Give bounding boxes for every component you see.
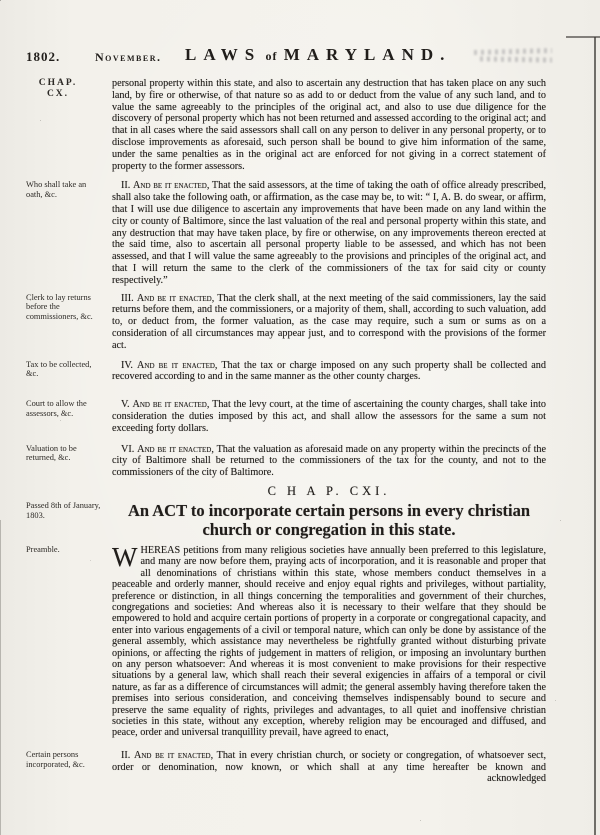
margin-note-passed: Passed 8th of January, 1803. — [26, 500, 101, 520]
preamble-row — [26, 541, 546, 739]
section-2 — [26, 180, 546, 286]
catchword: acknowledged — [487, 773, 546, 785]
section-number: V. — [121, 399, 130, 411]
section-incorporation — [26, 750, 546, 774]
act-title-row — [26, 501, 546, 539]
margin-note-valuation: Valuation to be returned, &c. — [26, 443, 77, 463]
page-edge-left — [0, 520, 1, 835]
dropcap-w: W — [112, 541, 138, 572]
statute-paragraph-6 — [112, 444, 546, 479]
chapter-heading: C H A P. CXI. — [267, 483, 391, 498]
enacting-phrase: And be it enacted, — [137, 443, 214, 455]
section-text: That in every christian church, or society or congregation, of whatsoever sect, order or denomination, now known, or which shall at any time hereafter be known and — [112, 749, 547, 773]
statute-paragraph-4 — [112, 360, 546, 384]
margin-note-clerk: Clerk to lay returns before the commissioners, &c. — [26, 292, 93, 322]
enacting-phrase: And be it enacted, — [136, 292, 215, 304]
statute-paragraph-incorporation — [112, 750, 546, 774]
section-5 — [26, 399, 546, 434]
section-number: III. — [121, 292, 134, 304]
section-text: That the tax or charge imposed on any such property shall be collected and recovered according to and in the same manner as the other county charges. — [112, 359, 546, 383]
page-edge-line — [594, 37, 596, 835]
enacting-phrase: And be it enacted, — [133, 749, 214, 761]
page-edge-corner — [566, 36, 600, 38]
section-text: That the levy court, at the time of ascertaining the county charges, shall take into consideration the duties imposed by this act, and shall allow the assessors for the same a sum not exceeding forty dollars. — [112, 399, 546, 434]
header-month: November. — [95, 50, 162, 64]
statute-paragraph-5 — [112, 399, 546, 434]
faded-ink-stamp — [474, 47, 552, 65]
section-text: That the valuation as aforesaid made on any property within the precincts of the city of Baltimore shall be returned to the commissioners of the tax for the county, and not to the commissioners of the city of Baltimore. — [112, 443, 547, 479]
chapter-heading-row — [26, 484, 546, 499]
preamble-lead: HEREAS — [140, 544, 181, 556]
margin-note-incorporated: Certain persons incorporated, &c. — [26, 749, 85, 769]
scan-speckle — [0, 0, 1, 1]
section-6 — [26, 444, 546, 479]
section-3 — [26, 293, 546, 352]
margin-note-oath: Who shall take an oath, &c. — [26, 180, 87, 200]
section-continuation — [26, 78, 546, 172]
section-number: II. — [121, 180, 131, 192]
section-text: That the said assessors, at the time of taking the oath of office already prescribed, shall also take the following oath, or affirmation, as the case may be, to wit: “ I, A. B. do swear, or affirm, that I will use due diligence to ascertain any improvements that have been made on any land within the city or county of Baltimore, since the last valuation of the real and personal property within this state, and any destruction that may have taken place, by fire or otherwise, on any improvements thereon erected at the said time, also to ascertain all personal property liable to be assessed, and which has not been assessed, and that I will value the same agreeably to the provisions and principles of the original act, and that I will return the same to the clerk of the commissioners of the tax for said city or county respectively.” — [112, 180, 546, 286]
statute-paragraph-2 — [112, 180, 546, 286]
header-title-of: of — [265, 49, 278, 63]
enacting-phrase: And be it enacted, — [137, 359, 218, 371]
header-year: 1802. — [26, 49, 61, 64]
margin-note-tax: Tax to be collected, &c. — [26, 359, 92, 379]
margin-note-preamble: Preamble. — [26, 544, 60, 554]
statute-paragraph-continuation: personal property within this state, and also to ascertain any destruction that has taken place on any such land, by fire or otherwise, of that nature so as add to or deduct from the value of any such land, and to value the same agreeably to the principles of the original act, and also to use due diligence for the discovery of personal property which has not been returned and assessed according to the original act; and that in all cases where the said assessors shall call on any person to deliver in any personal property, or to disclose improvements as aforesaid, such person shall be bound to give him information of the same, under the same penalties as in the original act are enforced for not giving in a correct statement of property to the former assessors. — [112, 78, 546, 172]
page-content — [26, 78, 546, 785]
statute-paragraph-3 — [112, 293, 546, 352]
act-title: An ACT to incorporate certain persons in every christian church or congregation in this state. — [127, 500, 531, 539]
enacting-phrase: And be it enacted, — [133, 180, 210, 192]
preamble-paragraph — [112, 541, 546, 739]
enacting-phrase: And be it enacted, — [132, 399, 210, 411]
section-number: IV. — [121, 359, 133, 371]
section-number: II. — [121, 749, 131, 761]
margin-note-chap-cx: CHAP. CX. — [38, 78, 78, 99]
section-4 — [26, 360, 546, 384]
section-number: VI. — [121, 443, 135, 455]
preamble-text: petitions from many religious societies have annually been preferred to this legislature, and many are now before them, praying acts of incorporation, and it is reasonable and proper that all denominations of christians within this state, whose members conduct themselves in a peaceable and orderly manner, should receive and enjoy equal rights and privileges, without partiality, preference or distinction, in all things concerning the temporalities and government of their churches, congregations and societies: And whereas also it is necessary to their welfare that they should be empowered to hold and acquire certain portions of property in a corporate or congregational capacity, and enter into various engagements of a civil or temporal nature, which can only be done by assistance of the general assembly, which assistance may nevertheless be rightfully granted without disturbing private opinions, or affecting the rights of judgement in matters of religion, or imposing an involuntary burthen on any person whatsoever: And whereas it is most convenient to make provisions for their respective situations by a general law, which shall reach their several exigencies in affairs of a temporal or civil nature, as far as a difference of circumstances will admit; the general assembly having therefore taken the premises into serious consideration, and conceiving themselves indispensably bound to secure and preserve the same equality of rights, privileges and advantages, to all quiet and inoffensive christian societies in this state, without any exception, whereby religion may be encouraged and diffused, and peace, order and universal tranquillity prevail, have agreed to enact, — [112, 544, 546, 739]
header-title-laws: LAWS — [185, 45, 262, 64]
header-title — [185, 45, 451, 65]
header-title-maryland: MARYLAND. — [283, 45, 452, 64]
section-text: That the clerk shall, at the next meeting of the said commissioners, lay the said returns before them, and the commissioners, or a majority of them, shall, according to such valuation, add to, or deduct from, the former valuation, as the case may require, such a sum or sums as on a consideration of all circumstances may appear just, and to correspond with the provisions of the former act. — [112, 292, 546, 351]
margin-note-court: Court to allow the assessors, &c. — [26, 399, 87, 418]
catchword-row — [26, 773, 546, 785]
